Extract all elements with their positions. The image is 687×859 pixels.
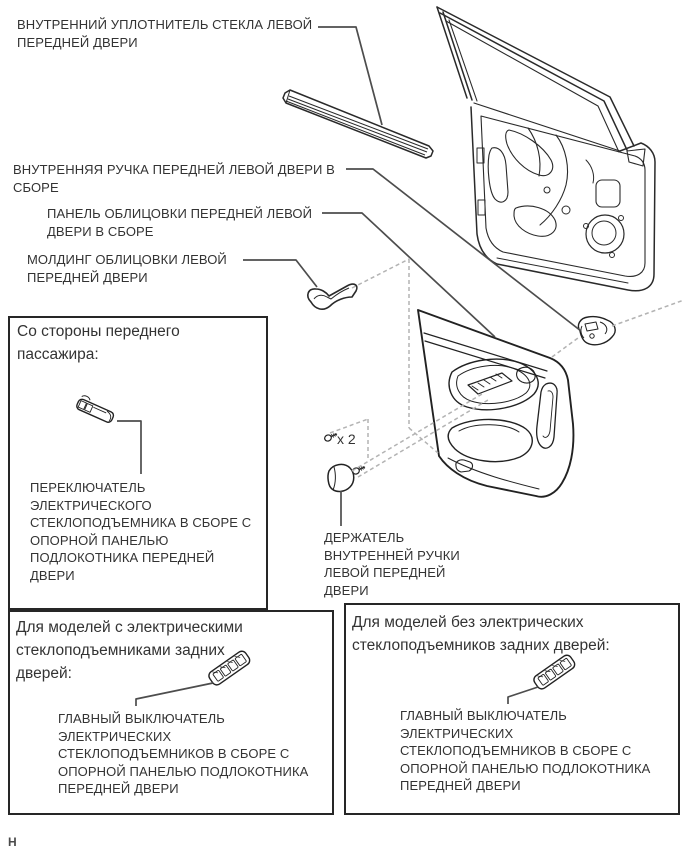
door-frame-drawing <box>437 7 655 291</box>
handle-holder-label-line4: ДВЕРИ <box>324 582 369 598</box>
molding-label-line2: ПЕРЕДНЕЙ ДВЕРИ <box>27 269 148 285</box>
guide-handle-to-door <box>612 300 684 326</box>
with-power-box-title-line1: Для моделей с электрическими <box>16 619 243 636</box>
window-switch-label-line2: ЭЛЕКТРИЧЕСКОГО <box>30 497 152 513</box>
handle-holder-label-line3: ЛЕВОЙ ПЕРЕДНЕЙ <box>324 565 446 580</box>
window-switch-label-line1: ПЕРЕКЛЮЧАТЕЛЬ <box>30 480 146 495</box>
window-switch-label-line6: ДВЕРИ <box>30 567 75 583</box>
guide-axis-to-trim <box>409 428 438 453</box>
door-trim-drawing <box>418 310 573 497</box>
master-switch-left-label-line5: ПЕРЕДНЕЙ ДВЕРИ <box>58 781 179 796</box>
without-power-box-title-line2: стеклоподъемников задних дверей: <box>352 637 610 654</box>
inner-handle-drawing <box>578 317 615 345</box>
guide-molding-to-axis <box>352 259 409 288</box>
trim-panel-label <box>47 205 312 240</box>
inner-handle-label-line1: ВНУТРЕННЯЯ РУЧКА ПЕРЕДНЕЙ ЛЕВОЙ ДВЕРИ В <box>13 162 335 177</box>
master-switch-right-label-line1: ГЛАВНЫЙ ВЫКЛЮЧАТЕЛЬ <box>400 708 567 723</box>
passenger-box-title <box>17 320 180 366</box>
master-switch-left-label-line4: ОПОРНОЙ ПАНЕЛЬЮ ПОДЛОКОТНИКА <box>58 763 309 779</box>
guide-switch-line-2 <box>358 400 488 477</box>
handle-holder-label <box>324 529 460 599</box>
master-switch-right-label-line5: ПЕРЕДНЕЙ ДВЕРИ <box>400 778 521 793</box>
weatherstrip-drawing <box>283 90 433 158</box>
assembly-guide-lines <box>330 259 684 477</box>
weatherstrip-label-line1: ВНУТРЕННИЙ УПЛОТНИТЕЛЬ СТЕКЛА ЛЕВОЙ <box>17 17 313 32</box>
trim-panel-label-line1: ПАНЕЛЬ ОБЛИЦОВКИ ПЕРЕДНЕЙ ЛЕВОЙ <box>47 206 313 221</box>
molding-drawing <box>308 284 357 309</box>
molding-label <box>27 251 227 286</box>
page-marker: Н <box>8 835 17 849</box>
master-switch-left-label-line2: ЭЛЕКТРИЧЕСКИХ <box>58 728 172 744</box>
inner-handle-label-line2: СБОРЕ <box>13 179 59 195</box>
weatherstrip-label <box>17 16 312 51</box>
master-switch-left-label <box>58 710 308 798</box>
passenger-box-title-line2: пассажира: <box>17 346 99 363</box>
master-switch-right-label <box>400 707 650 795</box>
passenger-box-title-line1: Со стороны переднего <box>17 323 180 340</box>
with-power-box-title-line3: дверей: <box>16 665 72 682</box>
guide-trim-to-handle <box>552 338 578 357</box>
inner-handle-label <box>13 161 335 196</box>
without-power-box-title <box>352 611 610 657</box>
screw-count-label: x 2 <box>337 431 356 447</box>
master-switch-left-label-line3: СТЕКЛОПОДЪЕМНИКОВ В СБОРЕ С <box>58 746 290 761</box>
master-switch-right-label-line3: СТЕКЛОПОДЪЕМНИКОВ В СБОРЕ С <box>400 743 632 758</box>
handle-holder-label-line2: ВНУТРЕННЕЙ РУЧКИ <box>324 547 460 563</box>
master-switch-left-label-line1: ГЛАВНЫЙ ВЫКЛЮЧАТЕЛЬ <box>58 711 225 726</box>
trim-panel-label-line2: ДВЕРИ В СБОРЕ <box>47 223 154 239</box>
window-switch-label-line3: СТЕКЛОПОДЪЕМНИКА В СБОРЕ С <box>30 515 252 530</box>
leader-line-molding <box>243 260 317 287</box>
handle-holder-label-line1: ДЕРЖАТЕЛЬ <box>324 530 405 545</box>
without-power-box-title-line1: Для моделей без электрических <box>352 614 584 631</box>
window-switch-label-line5: ПОДЛОКОТНИКА ПЕРЕДНЕЙ <box>30 550 215 565</box>
master-switch-right-label-line4: ОПОРНОЙ ПАНЕЛЬЮ ПОДЛОКОТНИКА <box>400 760 651 776</box>
with-power-box-title <box>16 616 243 685</box>
window-switch-label <box>30 479 251 584</box>
molding-label-line1: МОЛДИНГ ОБЛИЦОВКИ ЛЕВОЙ <box>27 252 227 267</box>
with-power-box-title-line2: стеклоподъемниками задних <box>16 642 225 659</box>
weatherstrip-label-line2: ПЕРЕДНЕЙ ДВЕРИ <box>17 34 138 50</box>
master-switch-right-label-line2: ЭЛЕКТРИЧЕСКИХ <box>400 725 514 741</box>
handle-holder-drawing <box>328 464 354 491</box>
window-switch-label-line4: ОПОРНОЙ ПАНЕЛЬЮ <box>30 532 169 548</box>
